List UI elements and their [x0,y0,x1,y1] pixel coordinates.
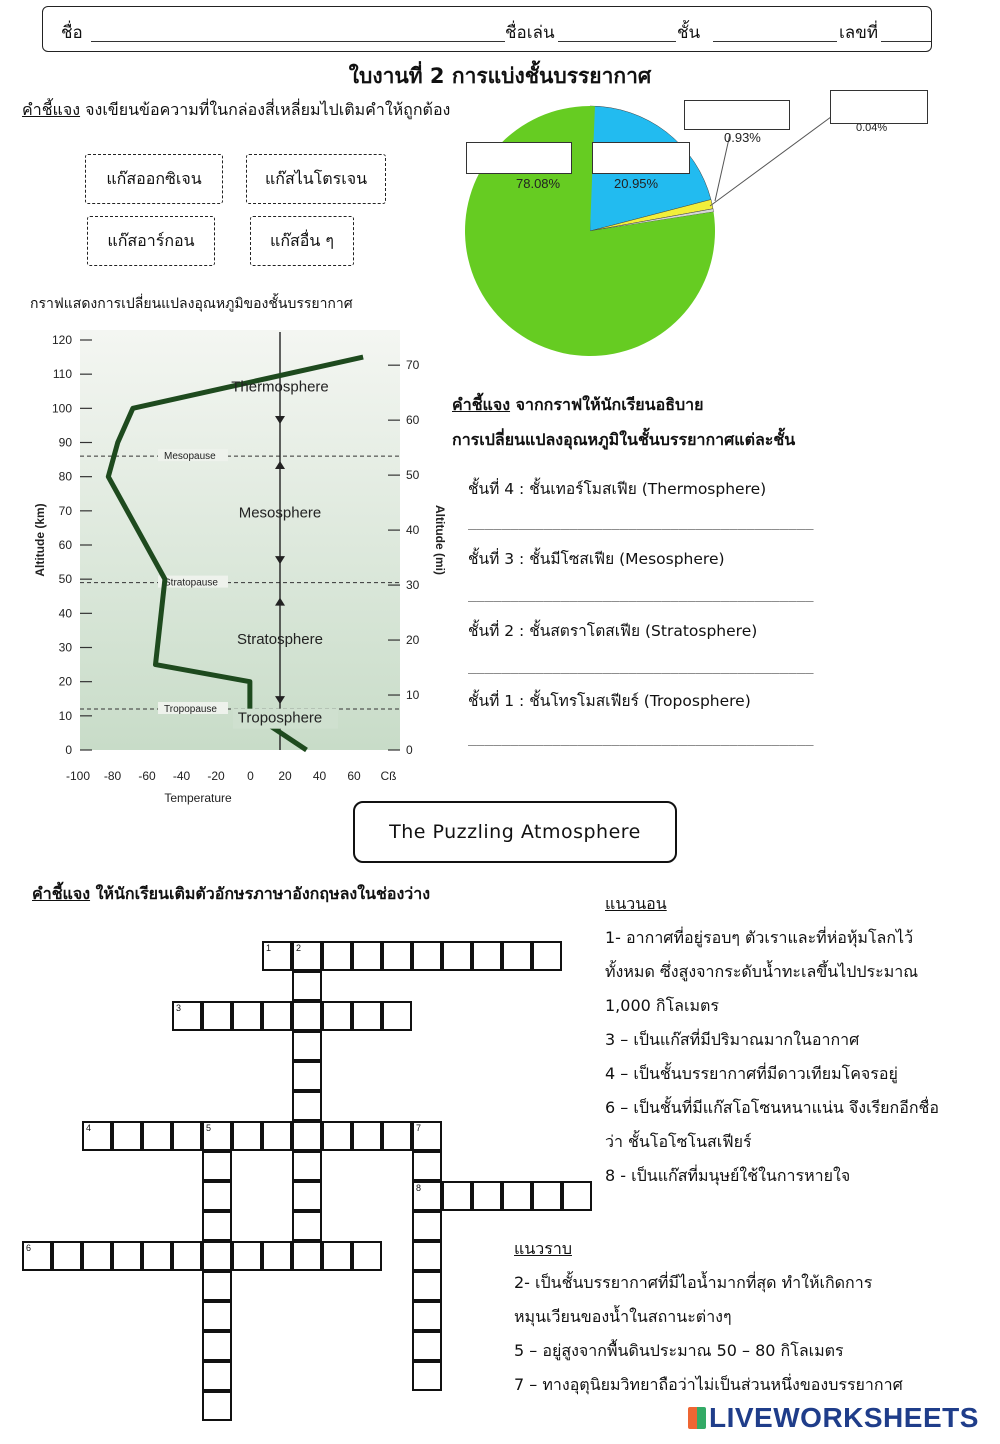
layer-question-2: ชั้นที่ 2 : ชั้นสตราโตสเฟีย (Stratosphere) [468,622,758,640]
pause-label: Tropopause [164,704,217,715]
crossword-cell[interactable] [292,971,322,1001]
answer-box-argon[interactable] [684,100,790,130]
crossword-cell[interactable] [112,1241,142,1271]
crossword-cell[interactable] [472,1181,502,1211]
crossword-number: 3 [176,1003,182,1013]
logo-text: LIVEWORKSHEETS [709,1402,979,1433]
liveworksheets-logo [688,1402,979,1434]
across-clue-line: ว่า ชั้นโอโซโนสเฟียร์ [605,1132,752,1151]
crossword-cell[interactable] [52,1241,82,1271]
across-clue-line: ทั้งหมด ซึ่งสูงจากระดับน้ำทะเลขึ้นไปประมาณ [605,962,919,981]
gas-option-other[interactable]: แก๊สอื่น ๆ [250,216,354,266]
x-tick-label: -80 [103,769,122,783]
crossword-cell[interactable] [382,1121,412,1151]
crossword-cell[interactable] [442,941,472,971]
pause-label: Mesopause [164,451,216,463]
y-axis-label-right: Altitude (mi) [433,505,447,575]
crossword-number: 8 [416,1183,422,1193]
instruction-label: คำชี้แจง [32,884,91,903]
crossword-cell[interactable] [412,1331,442,1361]
down-clue-line: 2- เป็นชั้นบรรยากาศที่มีไอน้ำมากที่สุด ทำให้เกิดการ [514,1273,873,1292]
answer-line-3[interactable]: _________________________________________ [468,586,814,602]
crossword-cell[interactable] [82,1121,112,1151]
down-clue-line: 5 – อยู่สูงจากพื้นดินประมาณ 50 – 80 กิโลเมตร [514,1341,844,1360]
crossword-cell[interactable] [352,1001,382,1031]
across-title: แนวนอน [605,894,667,913]
across-clue-line: 1- อากาศที่อยู่รอบๆ ตัวเราและที่ห่อหุ้มโลกไว้ [605,928,914,947]
x-tick-label: -100 [65,769,91,783]
crossword-cell[interactable] [262,1241,292,1271]
layer-question-4: ชั้นที่ 4 : ชั้นเทอร์โมสเฟีย (Thermosphere) [468,480,767,498]
x-tick-label: -40 [172,769,191,783]
class-input-line[interactable] [713,41,837,42]
crossword-cell[interactable] [262,1001,292,1031]
y-tick-label-km: 50 [58,572,72,587]
across-clue-line: 1,000 กิโลเมตร [605,996,719,1015]
instruction-text: ให้นักเรียนเติมตัวอักษรภาษาอังกฤษลงในช่องว่าง [90,884,431,903]
gas-option-nitrogen[interactable]: แก๊สไนโตรเจน [246,154,386,204]
crossword-cell[interactable] [292,1091,322,1121]
crossword-cell[interactable] [412,1241,442,1271]
crossword-cell[interactable] [172,1121,202,1151]
crossword-number: 6 [26,1243,32,1253]
crossword-cell[interactable] [442,1181,472,1211]
crossword-cell[interactable] [292,1181,322,1211]
answer-box-other[interactable] [830,90,928,124]
crossword-cell[interactable] [262,1121,292,1151]
answer-line-2[interactable]: _________________________________________ [468,658,814,674]
pie-label-argon: 0.93% [724,130,761,145]
nickname-input-line[interactable] [558,41,676,42]
crossword-cell[interactable] [322,941,352,971]
crossword-cell[interactable] [112,1121,142,1151]
down-clue-line: หมุนเวียนของน้ำในสถานะต่างๆ [514,1307,732,1326]
y-tick-label-km: 20 [58,674,72,689]
crossword-cell[interactable] [322,1001,352,1031]
y-tick-label-mi: 60 [406,413,420,428]
y-tick-label-km: 100 [51,401,72,416]
down-title: แนวราบ [514,1239,572,1258]
crossword-cell[interactable] [202,1181,232,1211]
crossword-cell[interactable] [292,1211,322,1241]
pie-label-other: 0.04% [856,122,888,134]
down-clues [514,1266,994,1402]
crossword-cell[interactable] [412,1271,442,1301]
crossword-cell[interactable] [382,941,412,971]
y-tick-label-km: 0 [65,743,72,757]
crossword-number: 4 [86,1123,92,1133]
crossword-number: 2 [296,943,302,953]
crossword-cell[interactable] [202,1391,232,1421]
across-clue-line: 6 – เป็นชั้นที่มีแก๊สโอโซนหนาแน่น จึงเรียกอีกชื่อ [605,1098,939,1117]
y-tick-label-mi: 0 [406,743,413,757]
instruction-crossword [32,882,430,907]
crossword-cell[interactable] [202,1361,232,1391]
crossword-cell[interactable] [292,1061,322,1091]
graph-caption: กราฟแสดงการเปลี่ยนแปลงอุณหภูมิของชั้นบรรยากาศ [30,296,353,312]
crossword-cell[interactable] [472,941,502,971]
puzzle-title: The Puzzling Atmosphere [353,801,677,863]
y-tick-label-km: 30 [58,640,72,655]
across-clues [605,921,995,1193]
name-input-line[interactable] [91,41,505,42]
crossword-cell[interactable] [412,1121,442,1151]
logo-icon [688,1407,706,1429]
pie-label-nitrogen: 78.08% [516,176,561,191]
gas-option-oxygen[interactable]: แก๊สออกซิเจน [85,154,223,204]
crossword-cell[interactable] [202,1151,232,1181]
instruction-gas [22,98,450,123]
layer-question-3: ชั้นที่ 3 : ชั้นมีโซสเฟีย (Mesosphere) [468,550,725,568]
instruction-text: จากกราฟให้นักเรียนอธิบาย [510,395,704,414]
y-tick-label-mi: 10 [406,688,420,703]
crossword-cell[interactable] [292,1121,322,1151]
crossword-cell[interactable] [292,1151,322,1181]
layer-label-stratosphere: Stratosphere [237,631,323,649]
layer-label-mesosphere: Mesosphere [238,504,322,522]
crossword-cell[interactable] [172,1241,202,1271]
down-clue-line: 7 – ทางอุตุนิยมวิทยาถือว่าไม่เป็นส่วนหนึ่งของบรรยากาศ [514,1375,903,1394]
crossword-cell[interactable] [532,1181,562,1211]
crossword-cell[interactable] [232,1241,262,1271]
across-clue-line: 4 – เป็นชั้นบรรยากาศที่มีดาวเทียมโคจรอยู่ [605,1064,898,1083]
crossword-cell[interactable] [232,1121,262,1151]
layer-label-troposphere: Troposphere [237,709,323,727]
y-tick-label-km: 120 [51,333,72,347]
pause-label: Stratopause [164,577,218,589]
across-clue-line: 8 - เป็นแก๊สที่มนุษย์ใช้ในการหายใจ [605,1166,851,1185]
x-tick-label: 40 [312,769,327,783]
answer-line-1[interactable]: _________________________________________ [468,730,814,746]
crossword-cell[interactable] [412,1361,442,1391]
crossword-cell[interactable] [502,941,532,971]
y-tick-label-km: 110 [52,367,72,382]
crossword-number: 5 [206,1123,212,1133]
crossword-number: 7 [416,1123,422,1133]
crossword-cell[interactable] [142,1241,172,1271]
y-tick-label-km: 10 [58,708,72,723]
crossword-cell[interactable] [202,1001,232,1031]
crossword-cell[interactable] [322,1241,352,1271]
y-tick-label-mi: 20 [406,633,420,648]
y-tick-label-mi: 70 [406,358,420,373]
crossword-cell[interactable] [142,1121,172,1151]
crossword-cell[interactable] [412,1181,442,1211]
crossword-cell[interactable] [82,1241,112,1271]
instruction-label: คำชี้แจง [22,100,81,119]
x-tick-label: Cß [380,769,397,783]
crossword-cell[interactable] [292,1241,322,1271]
y-tick-label-km: 80 [58,469,72,484]
x-tick-label: 0 [247,769,254,783]
x-tick-label: 20 [278,769,292,783]
x-tick-label: -60 [138,769,156,783]
layer-label-thermosphere: Thermosphere [231,378,329,396]
crossword-cell[interactable] [352,941,382,971]
crossword-cell[interactable] [202,1331,232,1361]
y-tick-label-km: 70 [58,503,72,518]
crossword-cell[interactable] [382,1001,412,1031]
crossword-cell[interactable] [532,941,562,971]
crossword-cell[interactable] [412,1151,442,1181]
instruction-label: คำชี้แจง [452,395,511,414]
pie-label-oxygen: 20.95% [614,176,659,191]
crossword-cell[interactable] [412,1301,442,1331]
crossword-cell[interactable] [502,1181,532,1211]
layer-question-1: ชั้นที่ 1 : ชั้นโทรโมสเฟียร์ (Troposphere) [468,692,751,710]
y-tick-label-km: 90 [58,435,72,450]
answer-line-4[interactable]: _________________________________________ [468,514,814,530]
crossword-cell[interactable] [322,1121,352,1151]
crossword-cell[interactable] [412,1211,442,1241]
y-tick-label-km: 40 [58,606,72,621]
instruction-text: จงเขียนข้อความที่ในกล่องสี่เหลี่ยมไปเติมคำให้ถูกต้อง [80,100,451,119]
instruction-graph-line2: การเปลี่ยนแปลงอุณหภูมิในชั้นบรรยากาศแต่ละชั้น [452,430,796,449]
x-tick-label: 60 [347,769,361,783]
y-tick-label-mi: 30 [406,578,420,593]
temperature-graph [28,318,448,813]
crossword-cell[interactable] [262,941,292,971]
crossword-cell[interactable] [202,1241,232,1271]
worksheet-title: ใบงานที่ 2 การแบ่งชั้นบรรยากาศ [348,64,652,88]
crossword-cell[interactable] [172,1001,202,1031]
crossword-cell[interactable] [22,1241,52,1271]
answer-box-nitrogen[interactable] [466,142,572,174]
nickname-label: ชื่อเล่น [505,23,555,43]
crossword-cell[interactable] [352,1121,382,1151]
y-tick-label-km: 60 [58,538,72,552]
student-info-bar [42,6,932,52]
crossword-cell[interactable] [202,1301,232,1331]
class-label: ชั้น [677,23,701,43]
instruction-graph [452,393,704,418]
crossword-cell[interactable] [352,1241,382,1271]
y-tick-label-mi: 40 [406,523,420,538]
crossword-cell[interactable] [202,1271,232,1301]
y-axis-label-left: Altitude (km) [33,503,47,577]
crossword-cell[interactable] [412,941,442,971]
crossword-cell[interactable] [562,1181,592,1211]
crossword-cell[interactable] [292,941,322,971]
crossword-cell[interactable] [202,1211,232,1241]
crossword-cell[interactable] [202,1121,232,1151]
number-label: เลขที่ [839,23,879,43]
gas-option-argon[interactable]: แก๊สอาร์กอน [87,216,215,266]
answer-box-oxygen[interactable] [592,142,690,174]
number-input-line[interactable] [881,41,931,42]
y-tick-label-mi: 50 [406,468,420,483]
x-tick-label: -20 [207,769,225,783]
crossword-cell[interactable] [232,1001,262,1031]
crossword-cell[interactable] [292,1001,322,1031]
crossword-number: 1 [266,943,272,953]
crossword-cell[interactable] [292,1031,322,1061]
across-clue-line: 3 – เป็นแก๊สที่มีปริมาณมากในอากาศ [605,1030,860,1049]
name-label: ชื่อ [61,23,83,43]
x-axis-label: Temperature [164,791,232,805]
